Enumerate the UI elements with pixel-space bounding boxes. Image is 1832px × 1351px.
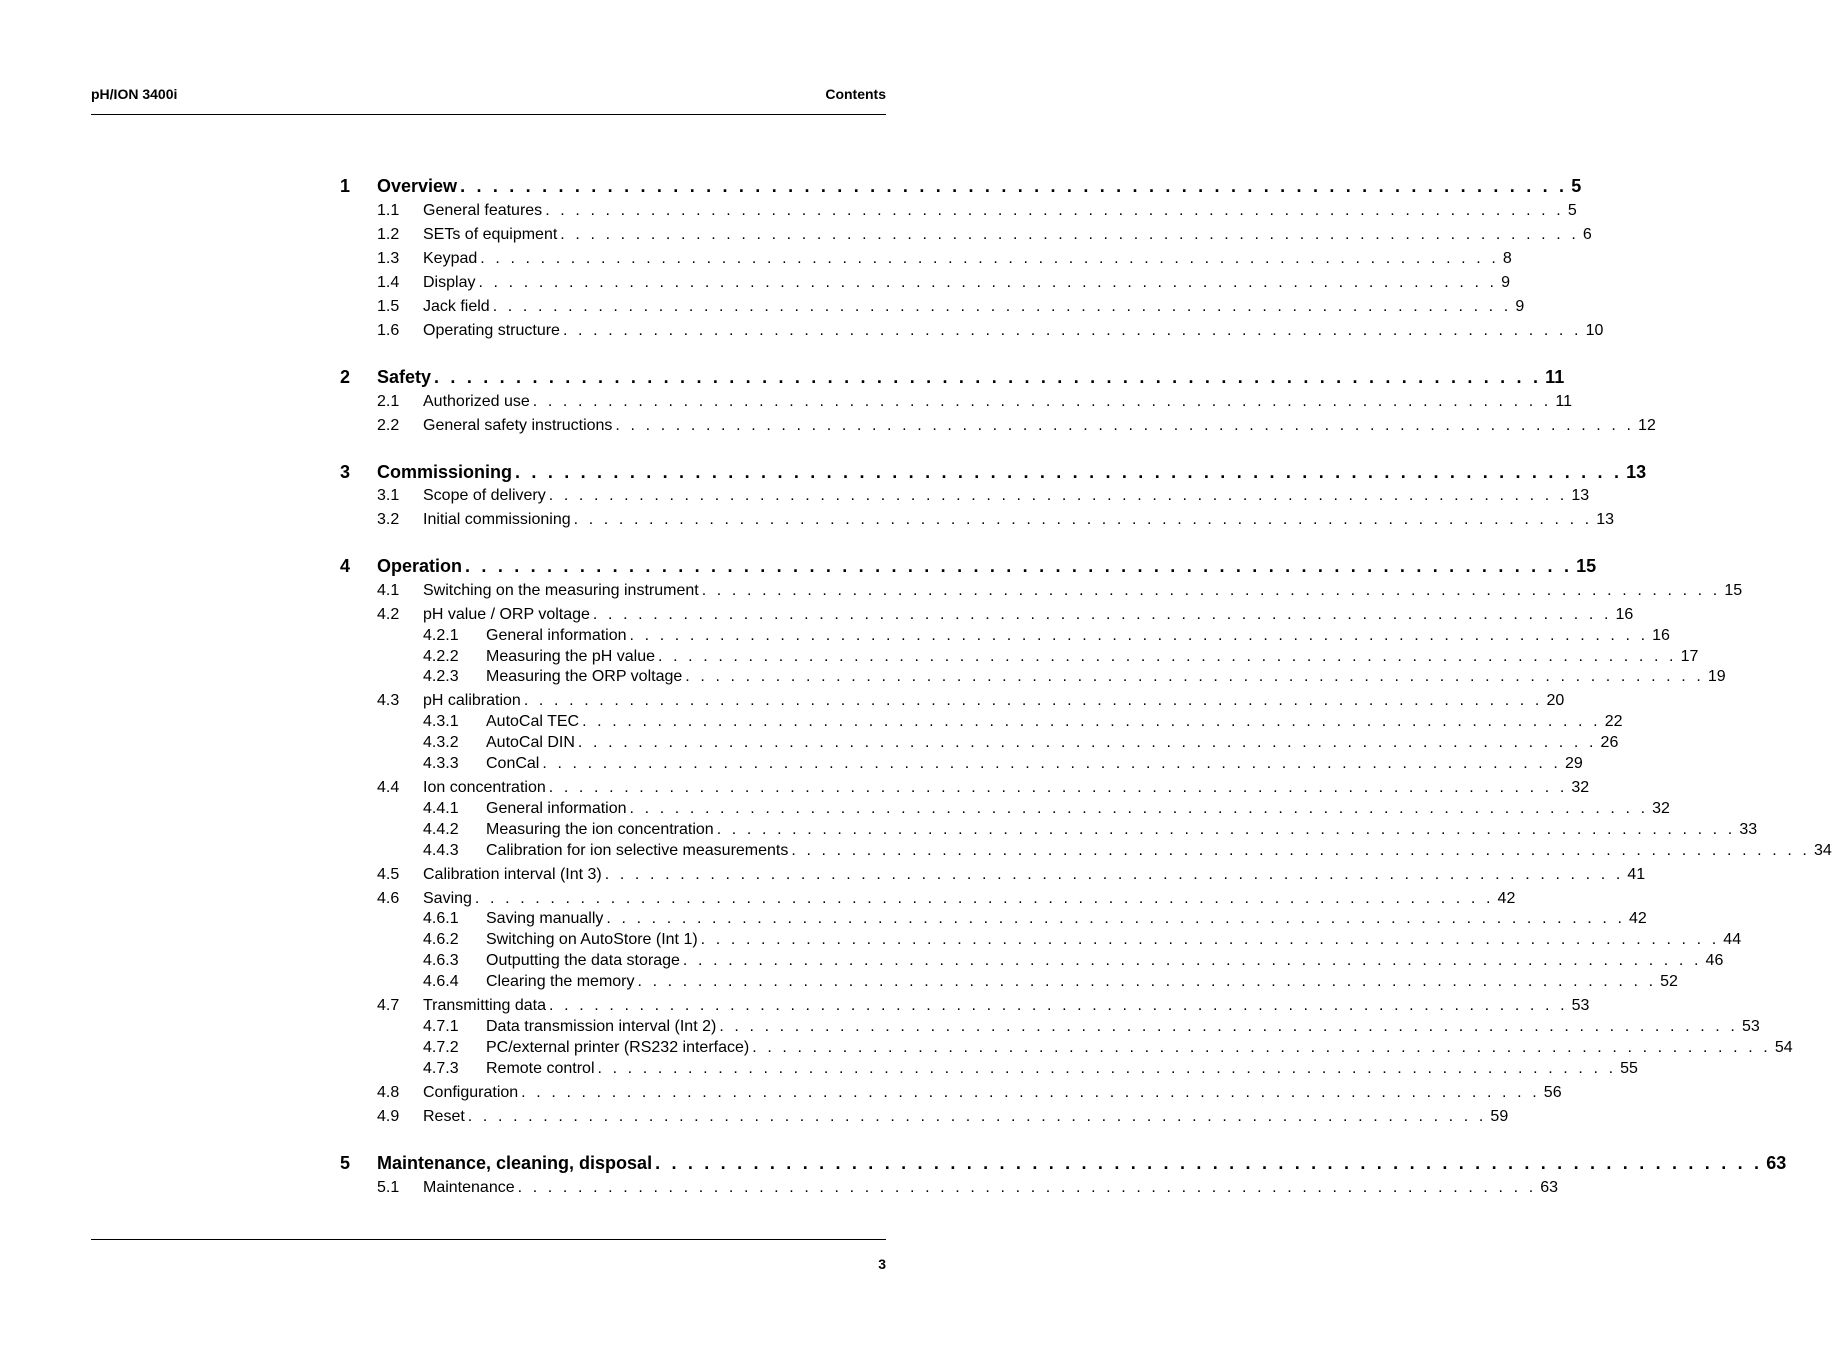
toc-leader-dots: . . . . . . . . . . . . . . . . . . . . . . . . . . . . . . . . . . . . . . . . . . . . . . . . . . . . . . . . . . . . . . . . . . . .: [719, 1018, 1738, 1035]
toc-subsection[interactable]: [340, 842, 1832, 864]
toc-number: 4.6.4: [423, 973, 459, 990]
toc-title: AutoCal DIN: [486, 734, 575, 751]
toc-leader-dots: . . . . . . . . . . . . . . . . . . . . . . . . . . . . . . . . . . . . . . . . . . . . . . . . . . . . . . . . . . . . . . . . . . . .: [791, 842, 1810, 859]
toc-page-number: 52: [1660, 973, 1678, 990]
toc-number: 4.2.1: [423, 627, 459, 644]
toc-title: Measuring the ORP voltage: [486, 668, 683, 685]
toc-leader-dots: . . . . . . . . . . . . . . . . . . . . . . . . . . . . . . . . . . . . . . . . . . . . . . . . . . . . . . . . . . . . . . . . . . . .: [517, 1179, 1537, 1196]
toc-title: Operation: [377, 556, 463, 576]
toc-number: 4.3.3: [423, 755, 459, 772]
toc-number: 4.3: [377, 692, 400, 709]
toc-section[interactable]: [340, 393, 1572, 415]
running-header-section: Contents: [825, 86, 886, 102]
toc-title: Data transmission interval (Int 2): [486, 1018, 717, 1035]
toc-leader-dots: . . . . . . . . . . . . . . . . . . . . . . . . . . . . . . . . . . . . . . . . . . . . . . . . . . . . . . . . . . . . . . . . . . . .: [700, 931, 1720, 948]
toc-page-number: 11: [1545, 367, 1565, 387]
toc-leader-dots: . . . . . . . . . . . . . . . . . . . . . . . . . . . . . . . . . . . . . . . . . . . . . . . . . . . . . . . . . . . . . . . . . . . .: [637, 973, 1657, 990]
toc-title: AutoCal TEC: [486, 713, 580, 730]
toc-page-number: 9: [1501, 274, 1510, 291]
toc-leader-dots: . . . . . . . . . . . . . . . . . . . . . . . . . . . . . . . . . . . . . . . . . . . . . . . . . . . . . . . . . . . . . . . . . . . .: [701, 582, 1721, 599]
toc-title: SETs of equipment: [423, 226, 558, 243]
toc-title: Scope of delivery: [423, 487, 546, 504]
toc-number: 4: [340, 556, 351, 576]
toc-page-number: 12: [1638, 417, 1656, 434]
toc-number: 4.8: [377, 1084, 400, 1101]
toc-section[interactable]: [340, 582, 1743, 604]
toc-title: Saving: [423, 890, 472, 907]
toc-page-number: 15: [1724, 582, 1743, 599]
toc-title: Safety: [377, 367, 432, 387]
toc-number: 1.2: [377, 226, 400, 243]
toc-section[interactable]: [340, 487, 1590, 509]
toc-page-number: 44: [1723, 931, 1742, 948]
toc-title: Transmitting data: [423, 997, 547, 1014]
toc-number: 1.4: [377, 274, 400, 291]
toc-page-number: 29: [1564, 755, 1583, 772]
toc-page-number: 13: [1596, 511, 1615, 528]
toc-number: 2.2: [377, 417, 400, 434]
toc-section[interactable]: [340, 322, 1604, 344]
toc-title: General safety instructions: [423, 417, 613, 434]
toc-section[interactable]: [340, 226, 1592, 248]
toc-title: Authorized use: [423, 393, 530, 410]
toc-title: Remote control: [486, 1060, 595, 1077]
toc-leader-dots: . . . . . . . . . . . . . . . . . . . . . . . . . . . . . . . . . . . . . . . . . . . . . . . . . . . . . . . . . . . . . . . . . . . .: [532, 393, 1552, 410]
toc-section[interactable]: [340, 606, 1634, 628]
toc-title: Measuring the pH value: [486, 648, 655, 665]
toc-page-number: 33: [1739, 821, 1758, 838]
toc-page-number: 16: [1652, 627, 1670, 644]
toc-leader-dots: . . . . . . . . . . . . . . . . . . . . . . . . . . . . . . . . . . . . . . . . . . . . . . . . . . . . . . . . . . . . . . . . . . . .: [467, 1108, 1487, 1125]
toc-subsection[interactable]: [340, 627, 1670, 649]
toc-subsection[interactable]: [340, 734, 1619, 756]
toc-number: 2: [340, 367, 351, 387]
toc-title: Maintenance, cleaning, disposal: [377, 1153, 653, 1173]
toc-leader-dots: . . . . . . . . . . . . . . . . . . . . . . . . . . . . . . . . . . . . . . . . . . . . . . . . . . . . . . . . . . . . . . . . . . . .: [752, 1039, 1771, 1056]
toc-chapter[interactable]: [340, 556, 1597, 578]
toc-leader-dots: . . . . . . . . . . . . . . . . . . . . . . . . . . . . . . . . . . . . . . . . . . . . . . . . . . . . . . . . . . . . . . . . . . . .: [460, 176, 1568, 196]
toc-page-number: 26: [1600, 734, 1619, 751]
toc-page-number: 46: [1705, 952, 1724, 969]
toc-title: Reset: [423, 1108, 465, 1125]
running-header-title: pH/ION 3400i: [91, 86, 178, 102]
toc-leader-dots: . . . . . . . . . . . . . . . . . . . . . . . . . . . . . . . . . . . . . . . . . . . . . . . . . . . . . . . . . . . . . . . . . . . .: [629, 800, 1649, 817]
toc-leader-dots: . . . . . . . . . . . . . . . . . . . . . . . . . . . . . . . . . . . . . . . . . . . . . . . . . . . . . . . . . . . . . . . . . . . .: [657, 648, 1677, 665]
toc-subsection[interactable]: [340, 1039, 1793, 1061]
toc-leader-dots: . . . . . . . . . . . . . . . . . . . . . . . . . . . . . . . . . . . . . . . . . . . . . . . . . . . . . . . . . . . . . . . . . . . .: [606, 910, 1626, 927]
toc-subsection[interactable]: [340, 755, 1583, 777]
toc-subsection[interactable]: [340, 821, 1758, 843]
page-number: 3: [878, 1256, 886, 1272]
toc-subsection[interactable]: [340, 952, 1724, 974]
toc-number: 4.7.3: [423, 1060, 459, 1077]
toc-title: Outputting the data storage: [486, 952, 680, 969]
toc-leader-dots: . . . . . . . . . . . . . . . . . . . . . . . . . . . . . . . . . . . . . . . . . . . . . . . . . . . . . . . . . . . . . . . . . . . .: [515, 462, 1623, 482]
toc-section[interactable]: [340, 202, 1577, 224]
toc-number: 4.3.1: [423, 713, 459, 730]
toc-title: Calibration interval (Int 3): [423, 866, 602, 883]
toc-title: Saving manually: [486, 910, 604, 927]
toc-number: 3.2: [377, 511, 400, 528]
toc-title: Keypad: [423, 250, 478, 267]
toc-number: 4.2: [377, 606, 400, 623]
toc-number: 1.5: [377, 298, 400, 315]
toc-page-number: 5: [1567, 202, 1577, 219]
toc-title: PC/external printer (RS232 interface): [486, 1039, 750, 1056]
toc-page-number: 11: [1555, 393, 1572, 410]
toc-chapter[interactable]: [340, 367, 1565, 389]
toc-title: General information: [486, 800, 627, 817]
toc-number: 3.1: [377, 487, 400, 504]
toc-title: General features: [423, 202, 543, 219]
toc-page-number: 53: [1741, 1018, 1760, 1035]
toc-number: 4.7: [377, 997, 400, 1014]
toc-leader-dots: . . . . . . . . . . . . . . . . . . . . . . . . . . . . . . . . . . . . . . . . . . . . . . . . . . . . . . . . . . . . . . . . . . . .: [573, 511, 1593, 528]
toc-title: pH calibration: [423, 692, 521, 709]
toc-section[interactable]: [340, 417, 1656, 439]
toc-title: Initial commissioning: [423, 511, 571, 528]
toc-leader-dots: . . . . . . . . . . . . . . . . . . . . . . . . . . . . . . . . . . . . . . . . . . . . . . . . . . . . . . . . . . . . . . . . . . . .: [478, 274, 1498, 291]
toc-leader-dots: . . . . . . . . . . . . . . . . . . . . . . . . . . . . . . . . . . . . . . . . . . . . . . . . . . . . . . . . . . . . . . . . . . . .: [545, 202, 1564, 219]
toc-page-number: 56: [1543, 1084, 1562, 1101]
toc-number: 4.2.3: [423, 668, 459, 685]
toc-page-number: 15: [1576, 556, 1597, 576]
toc-section[interactable]: [340, 1084, 1562, 1106]
toc-title: pH value / ORP voltage: [423, 606, 590, 623]
toc-section[interactable]: [340, 692, 1565, 714]
toc-page-number: 13: [1571, 487, 1590, 504]
toc-page-number: 32: [1652, 800, 1670, 817]
toc-number: 1.1: [377, 202, 400, 219]
toc-leader-dots: . . . . . . . . . . . . . . . . . . . . . . . . . . . . . . . . . . . . . . . . . . . . . . . . . . . . . . . . . . . . . . . . . . . .: [615, 417, 1635, 434]
toc-leader-dots: . . . . . . . . . . . . . . . . . . . . . . . . . . . . . . . . . . . . . . . . . . . . . . . . . . . . . . . . . . . . . . . . . . . .: [474, 890, 1494, 907]
toc-section[interactable]: [340, 274, 1510, 296]
toc-number: 4.5: [377, 866, 400, 883]
toc-title: General information: [486, 627, 627, 644]
toc-page-number: 16: [1615, 606, 1634, 623]
toc-section[interactable]: [340, 890, 1516, 912]
toc-leader-dots: . . . . . . . . . . . . . . . . . . . . . . . . . . . . . . . . . . . . . . . . . . . . . . . . . . . . . . . . . . . . . . . . . . . .: [604, 866, 1624, 883]
toc-page-number: 42: [1629, 910, 1647, 927]
toc-page-number: 19: [1707, 668, 1726, 685]
toc-number: 1.3: [377, 250, 400, 267]
toc-number: 3: [340, 462, 351, 482]
toc-leader-dots: . . . . . . . . . . . . . . . . . . . . . . . . . . . . . . . . . . . . . . . . . . . . . . . . . . . . . . . . . . . . . . . . . . . .: [465, 556, 1573, 576]
toc-leader-dots: . . . . . . . . . . . . . . . . . . . . . . . . . . . . . . . . . . . . . . . . . . . . . . . . . . . . . . . . . . . . . . . . . . . .: [549, 997, 1568, 1014]
toc-leader-dots: . . . . . . . . . . . . . . . . . . . . . . . . . . . . . . . . . . . . . . . . . . . . . . . . . . . . . . . . . . . . . . . . . . . .: [560, 226, 1579, 243]
toc-subsection[interactable]: [340, 931, 1742, 953]
toc-subsection[interactable]: [340, 1018, 1760, 1040]
toc-leader-dots: . . . . . . . . . . . . . . . . . . . . . . . . . . . . . . . . . . . . . . . . . . . . . . . . . . . . . . . . . . . . . . . . . . . .: [577, 734, 1597, 751]
toc-title: Display: [423, 274, 476, 291]
toc-page-number: 34: [1813, 842, 1832, 859]
toc-number: 4.1: [377, 582, 400, 599]
toc-number: 4.4: [377, 779, 400, 796]
toc-subsection[interactable]: [340, 668, 1726, 690]
toc-page-number: 63: [1766, 1153, 1787, 1173]
toc-page-number: 59: [1490, 1108, 1509, 1125]
toc-title: Overview: [377, 176, 458, 196]
toc-leader-dots: . . . . . . . . . . . . . . . . . . . . . . . . . . . . . . . . . . . . . . . . . . . . . . . . . . . . . . . . . . . . . . . . . . . .: [480, 250, 1499, 267]
toc-section[interactable]: [340, 298, 1525, 320]
toc-page-number: 8: [1502, 250, 1512, 267]
toc-title: Jack field: [423, 298, 490, 315]
toc-number: 4.7.1: [423, 1018, 459, 1035]
toc-leader-dots: . . . . . . . . . . . . . . . . . . . . . . . . . . . . . . . . . . . . . . . . . . . . . . . . . . . . . . . . . . . . . . . . . . . .: [523, 692, 1543, 709]
toc-subsection[interactable]: [340, 910, 1647, 932]
toc-title: Ion concentration: [423, 779, 546, 796]
toc-number: 5: [340, 1153, 351, 1173]
toc-number: 4.4.1: [423, 800, 459, 817]
toc-leader-dots: . . . . . . . . . . . . . . . . . . . . . . . . . . . . . . . . . . . . . . . . . . . . . . . . . . . . . . . . . . . . . . . . . . . .: [629, 627, 1649, 644]
toc-number: 4.6.2: [423, 931, 459, 948]
toc-number: 2.1: [377, 393, 400, 410]
toc-page-number: 41: [1627, 866, 1646, 883]
toc-number: 4.3.2: [423, 734, 459, 751]
toc-title: Commissioning: [377, 462, 513, 482]
toc-number: 4.6.3: [423, 952, 459, 969]
toc-section[interactable]: [340, 1179, 1559, 1201]
toc-title: Maintenance: [423, 1179, 515, 1196]
toc-title: Measuring the ion concentration: [486, 821, 714, 838]
toc-title: ConCal: [486, 755, 540, 772]
footer-rule: [91, 1239, 886, 1240]
toc-section[interactable]: [340, 511, 1615, 533]
toc-page-number: 20: [1546, 692, 1565, 709]
toc-number: 4.9: [377, 1108, 400, 1125]
toc-page-number: 63: [1540, 1179, 1559, 1196]
toc-section[interactable]: [340, 1108, 1509, 1130]
toc-number: 1: [340, 176, 351, 196]
toc-chapter[interactable]: [340, 462, 1647, 484]
toc-page-number: 55: [1620, 1060, 1638, 1077]
toc-page-number: 10: [1585, 322, 1604, 339]
toc-section[interactable]: [340, 866, 1646, 888]
toc-page-number: 5: [1571, 176, 1582, 196]
toc-number: 5.1: [377, 1179, 400, 1196]
toc-title: Switching on the measuring instrument: [423, 582, 699, 599]
toc-subsection[interactable]: [340, 800, 1670, 822]
toc-number: 1.6: [377, 322, 400, 339]
toc-page-number: 6: [1582, 226, 1592, 243]
toc-number: 4.2.2: [423, 648, 459, 665]
toc-subsection[interactable]: [340, 648, 1699, 670]
toc-leader-dots: . . . . . . . . . . . . . . . . . . . . . . . . . . . . . . . . . . . . . . . . . . . . . . . . . . . . . . . . . . . . . . . . . . . .: [492, 298, 1512, 315]
toc-leader-dots: . . . . . . . . . . . . . . . . . . . . . . . . . . . . . . . . . . . . . . . . . . . . . . . . . . . . . . . . . . . . . . . . . . . .: [434, 367, 1542, 387]
toc-title: Operating structure: [423, 322, 560, 339]
toc-leader-dots: . . . . . . . . . . . . . . . . . . . . . . . . . . . . . . . . . . . . . . . . . . . . . . . . . . . . . . . . . . . . . . . . . . . .: [582, 713, 1601, 730]
toc-title: Configuration: [423, 1084, 519, 1101]
toc-page-number: 13: [1626, 462, 1647, 482]
toc-leader-dots: . . . . . . . . . . . . . . . . . . . . . . . . . . . . . . . . . . . . . . . . . . . . . . . . . . . . . . . . . . . . . . . . . . . .: [682, 952, 1702, 969]
toc-title: Clearing the memory: [486, 973, 635, 990]
toc-number: 4.4.3: [423, 842, 459, 859]
toc-leader-dots: . . . . . . . . . . . . . . . . . . . . . . . . . . . . . . . . . . . . . . . . . . . . . . . . . . . . . . . . . . . . . . . . . . . .: [542, 755, 1561, 772]
toc-title: Switching on AutoStore (Int 1): [486, 931, 698, 948]
toc-leader-dots: . . . . . . . . . . . . . . . . . . . . . . . . . . . . . . . . . . . . . . . . . . . . . . . . . . . . . . . . . . . . . . . . . . . .: [521, 1084, 1540, 1101]
toc-leader-dots: . . . . . . . . . . . . . . . . . . . . . . . . . . . . . . . . . . . . . . . . . . . . . . . . . . . . . . . . . . . . . . . . . . . .: [548, 779, 1568, 796]
toc-leader-dots: . . . . . . . . . . . . . . . . . . . . . . . . . . . . . . . . . . . . . . . . . . . . . . . . . . . . . . . . . . . . . . . . . . . .: [655, 1153, 1763, 1173]
toc-chapter[interactable]: [340, 176, 1582, 198]
toc-number: 4.4.2: [423, 821, 459, 838]
toc-chapter[interactable]: [340, 1153, 1787, 1175]
toc-leader-dots: . . . . . . . . . . . . . . . . . . . . . . . . . . . . . . . . . . . . . . . . . . . . . . . . . . . . . . . . . . . . . . . . . . . .: [597, 1060, 1617, 1077]
toc-subsection[interactable]: [340, 1060, 1638, 1082]
toc-leader-dots: . . . . . . . . . . . . . . . . . . . . . . . . . . . . . . . . . . . . . . . . . . . . . . . . . . . . . . . . . . . . . . . . . . . .: [562, 322, 1582, 339]
toc-page-number: 54: [1774, 1039, 1793, 1056]
toc-title: Calibration for ion selective measurements: [486, 842, 789, 859]
header-rule: [91, 114, 886, 115]
toc-page-number: 17: [1680, 648, 1699, 665]
toc-section[interactable]: [340, 779, 1590, 801]
toc-number: 4.7.2: [423, 1039, 459, 1056]
toc-number: 4.6.1: [423, 910, 459, 927]
toc-page-number: 42: [1497, 890, 1516, 907]
toc-section[interactable]: [340, 250, 1512, 272]
toc-page-number: 32: [1571, 779, 1590, 796]
toc-subsection[interactable]: [340, 713, 1623, 735]
toc-leader-dots: . . . . . . . . . . . . . . . . . . . . . . . . . . . . . . . . . . . . . . . . . . . . . . . . . . . . . . . . . . . . . . . . . . . .: [685, 668, 1704, 685]
toc-leader-dots: . . . . . . . . . . . . . . . . . . . . . . . . . . . . . . . . . . . . . . . . . . . . . . . . . . . . . . . . . . . . . . . . . . . .: [716, 821, 1736, 838]
toc-section[interactable]: [340, 997, 1590, 1019]
toc-leader-dots: . . . . . . . . . . . . . . . . . . . . . . . . . . . . . . . . . . . . . . . . . . . . . . . . . . . . . . . . . . . . . . . . . . . .: [548, 487, 1568, 504]
toc-page-number: 22: [1604, 713, 1623, 730]
toc-number: 4.6: [377, 890, 400, 907]
toc-page-number: 9: [1515, 298, 1525, 315]
toc-page-number: 53: [1571, 997, 1590, 1014]
toc-subsection[interactable]: [340, 973, 1678, 995]
toc-leader-dots: . . . . . . . . . . . . . . . . . . . . . . . . . . . . . . . . . . . . . . . . . . . . . . . . . . . . . . . . . . . . . . . . . . . .: [592, 606, 1612, 623]
